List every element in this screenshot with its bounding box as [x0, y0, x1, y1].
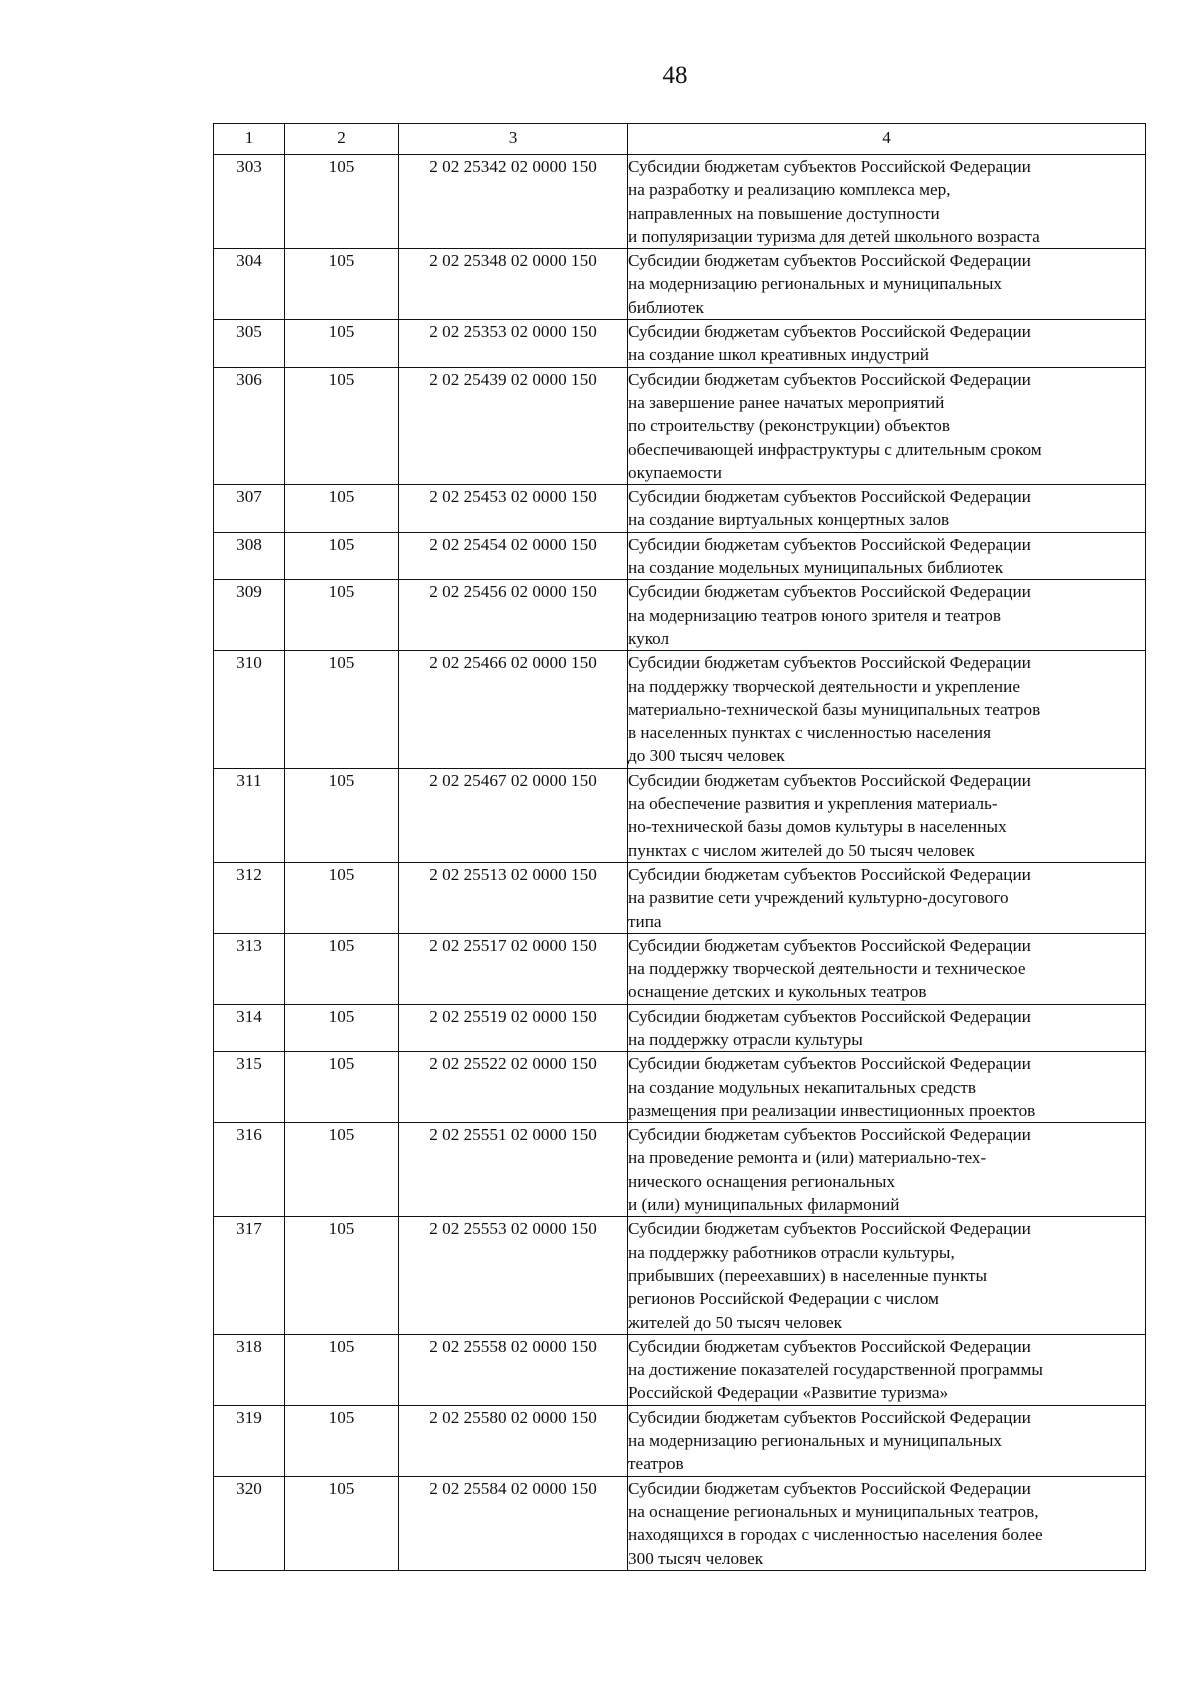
description-line: на завершение ранее начатых мероприятий [628, 392, 945, 412]
admin-code: 105 [285, 1217, 399, 1334]
description-line: в населенных пунктах с численностью населения [628, 723, 992, 743]
description-line: 300 тысяч человек [628, 1548, 764, 1568]
description-line: Субсидии бюджетам субъектов Российской Федерации [628, 1054, 1031, 1074]
income-description [628, 933, 1146, 1004]
description-line: регионов Российской Федерации с числом [628, 1289, 939, 1309]
budget-classification-code: 2 02 25454 02 0000 150 [399, 532, 628, 580]
description-line: Субсидии бюджетам субъектов Российской Федерации [628, 770, 1031, 790]
table-body [214, 155, 1146, 1571]
admin-code: 105 [285, 367, 399, 484]
income-description [628, 1052, 1146, 1123]
income-description [628, 1004, 1146, 1052]
income-description [628, 1405, 1146, 1476]
admin-code: 105 [285, 485, 399, 533]
row-number: 316 [214, 1123, 285, 1217]
admin-code: 105 [285, 1004, 399, 1052]
income-description [628, 862, 1146, 933]
budget-classification-code: 2 02 25522 02 0000 150 [399, 1052, 628, 1123]
admin-code: 105 [285, 155, 399, 249]
row-number: 311 [214, 768, 285, 862]
budget-classification-code: 2 02 25553 02 0000 150 [399, 1217, 628, 1334]
description-line: Субсидии бюджетам субъектов Российской Федерации [628, 487, 1031, 507]
description-line: на создание модельных муниципальных библиотек [628, 558, 1004, 578]
description-line: Субсидии бюджетам субъектов Российской Федерации [628, 653, 1031, 673]
table-row [214, 320, 1146, 368]
description-line: размещения при реализации инвестиционных проектов [628, 1100, 1036, 1120]
description-line: Субсидии бюджетам субъектов Российской Федерации [628, 1219, 1031, 1239]
description-line: Субсидии бюджетам субъектов Российской Федерации [628, 369, 1031, 389]
budget-classification-code: 2 02 25353 02 0000 150 [399, 320, 628, 368]
row-number: 308 [214, 532, 285, 580]
admin-code: 105 [285, 1334, 399, 1405]
table-row [214, 1476, 1146, 1570]
budget-classification-code: 2 02 25558 02 0000 150 [399, 1334, 628, 1405]
column-header-3: 3 [399, 124, 628, 155]
income-description [628, 320, 1146, 368]
row-number: 314 [214, 1004, 285, 1052]
admin-code: 105 [285, 1052, 399, 1123]
table-row [214, 1405, 1146, 1476]
budget-classification-code: 2 02 25342 02 0000 150 [399, 155, 628, 249]
description-line: Субсидии бюджетам субъектов Российской Федерации [628, 534, 1031, 554]
table-row [214, 862, 1146, 933]
admin-code: 105 [285, 580, 399, 651]
description-line: Субсидии бюджетам субъектов Российской Федерации [628, 582, 1031, 602]
description-line: на достижение показателей государственной программы [628, 1360, 1043, 1380]
row-number: 312 [214, 862, 285, 933]
admin-code: 105 [285, 320, 399, 368]
budget-classification-code: 2 02 25466 02 0000 150 [399, 651, 628, 768]
description-line: на модернизацию театров юного зрителя и театров [628, 605, 1001, 625]
row-number: 307 [214, 485, 285, 533]
description-line: на поддержку творческой деятельности и техническое [628, 959, 1026, 979]
table-row [214, 249, 1146, 320]
row-number: 319 [214, 1405, 285, 1476]
description-line: материально-технической базы муниципальных театров [628, 699, 1041, 719]
budget-classification-code: 2 02 25519 02 0000 150 [399, 1004, 628, 1052]
table-row [214, 1217, 1146, 1334]
row-number: 317 [214, 1217, 285, 1334]
description-line: библиотек [628, 297, 704, 317]
description-line: на разработку и реализацию комплекса мер, [628, 180, 951, 200]
column-header-2: 2 [285, 124, 399, 155]
income-description [628, 768, 1146, 862]
row-number: 304 [214, 249, 285, 320]
column-header-1: 1 [214, 124, 285, 155]
description-line: и (или) муниципальных филармоний [628, 1195, 900, 1215]
budget-classification-code: 2 02 25580 02 0000 150 [399, 1405, 628, 1476]
admin-code: 105 [285, 532, 399, 580]
table-header-row [214, 124, 1146, 155]
table-row [214, 155, 1146, 249]
description-line: театров [628, 1454, 684, 1474]
row-number: 309 [214, 580, 285, 651]
budget-classification-code: 2 02 25453 02 0000 150 [399, 485, 628, 533]
description-line: Субсидии бюджетам субъектов Российской Федерации [628, 864, 1031, 884]
description-line: пунктах с числом жителей до 50 тысяч человек [628, 840, 975, 860]
table-row [214, 485, 1146, 533]
description-line: Субсидии бюджетам субъектов Российской Федерации [628, 1125, 1031, 1145]
table-row [214, 768, 1146, 862]
table-row [214, 532, 1146, 580]
description-line: на поддержку творческой деятельности и укрепление [628, 676, 1020, 696]
admin-code: 105 [285, 249, 399, 320]
description-line: Субсидии бюджетам субъектов Российской Федерации [628, 322, 1031, 342]
table-row [214, 367, 1146, 484]
description-line: на модернизацию региональных и муниципальных [628, 1431, 1002, 1451]
description-line: типа [628, 911, 662, 931]
table-row [214, 1052, 1146, 1123]
row-number: 303 [214, 155, 285, 249]
admin-code: 105 [285, 862, 399, 933]
description-line: Субсидии бюджетам субъектов Российской Федерации [628, 157, 1031, 176]
income-description [628, 532, 1146, 580]
description-line: нического оснащения региональных [628, 1171, 896, 1191]
admin-code: 105 [285, 1405, 399, 1476]
income-description [628, 580, 1146, 651]
description-line: кукол [628, 628, 670, 648]
description-line: на поддержку работников отрасли культуры, [628, 1242, 955, 1262]
table-row [214, 1123, 1146, 1217]
income-description [628, 1123, 1146, 1217]
budget-classification-code: 2 02 25551 02 0000 150 [399, 1123, 628, 1217]
description-line: и популяризации туризма для детей школьного возраста [628, 226, 1040, 246]
income-description [628, 1476, 1146, 1570]
income-description [628, 651, 1146, 768]
row-number: 306 [214, 367, 285, 484]
budget-classification-code: 2 02 25517 02 0000 150 [399, 933, 628, 1004]
table-row [214, 1334, 1146, 1405]
description-line: обеспечивающей инфраструктуры с длительным сроком [628, 439, 1042, 459]
income-description [628, 249, 1146, 320]
description-line: Субсидии бюджетам субъектов Российской Федерации [628, 935, 1031, 955]
description-line: на создание модульных некапитальных средств [628, 1077, 977, 1097]
row-number: 305 [214, 320, 285, 368]
row-number: 318 [214, 1334, 285, 1405]
description-line: на проведение ремонта и (или) материально-тех- [628, 1148, 987, 1168]
description-line: на обеспечение развития и укрепления материаль- [628, 794, 998, 814]
admin-code: 105 [285, 933, 399, 1004]
income-description [628, 155, 1146, 249]
description-line: на модернизацию региональных и муниципальных [628, 274, 1002, 294]
income-description [628, 367, 1146, 484]
admin-code: 105 [285, 651, 399, 768]
budget-codes-table [213, 123, 1146, 1571]
table-row [214, 933, 1146, 1004]
income-description [628, 1334, 1146, 1405]
description-line: Субсидии бюджетам субъектов Российской Федерации [628, 1478, 1031, 1498]
budget-classification-code: 2 02 25513 02 0000 150 [399, 862, 628, 933]
table-row [214, 580, 1146, 651]
description-line: находящихся в городах с численностью населения более [628, 1525, 1043, 1545]
description-line: Субсидии бюджетам субъектов Российской Федерации [628, 251, 1031, 271]
description-line: на развитие сети учреждений культурно-досугового [628, 888, 1009, 908]
table-row [214, 651, 1146, 768]
description-line: на оснащение региональных и муниципальных театров, [628, 1501, 1039, 1521]
description-line: на поддержку отрасли культуры [628, 1029, 863, 1049]
admin-code: 105 [285, 768, 399, 862]
description-line: Субсидии бюджетам субъектов Российской Федерации [628, 1006, 1031, 1026]
budget-classification-code: 2 02 25584 02 0000 150 [399, 1476, 628, 1570]
row-number: 313 [214, 933, 285, 1004]
income-description [628, 1217, 1146, 1334]
description-line: Субсидии бюджетам субъектов Российской Федерации [628, 1336, 1031, 1356]
description-line: на создание виртуальных концертных залов [628, 510, 950, 530]
budget-classification-code: 2 02 25456 02 0000 150 [399, 580, 628, 651]
admin-code: 105 [285, 1476, 399, 1570]
table-row [214, 1004, 1146, 1052]
description-line: оснащение детских и кукольных театров [628, 982, 927, 1002]
description-line: на создание школ креативных индустрий [628, 345, 929, 365]
description-line: Российской Федерации «Развитие туризма» [628, 1383, 949, 1403]
description-line: направленных на повышение доступности [628, 203, 940, 223]
row-number: 320 [214, 1476, 285, 1570]
description-line: прибывших (переехавших) в населенные пункты [628, 1265, 988, 1285]
description-line: по строительству (реконструкции) объектов [628, 416, 950, 436]
description-line: до 300 тысяч человек [628, 746, 785, 766]
description-line: окупаемости [628, 462, 722, 482]
budget-classification-code: 2 02 25467 02 0000 150 [399, 768, 628, 862]
income-description [628, 485, 1146, 533]
description-line: Субсидии бюджетам субъектов Российской Федерации [628, 1407, 1031, 1427]
page-number: 48 [662, 62, 688, 89]
description-line: жителей до 50 тысяч человек [628, 1312, 843, 1332]
row-number: 315 [214, 1052, 285, 1123]
description-line: но-технической базы домов культуры в населенных [628, 817, 1007, 837]
budget-classification-code: 2 02 25439 02 0000 150 [399, 367, 628, 484]
budget-classification-code: 2 02 25348 02 0000 150 [399, 249, 628, 320]
row-number: 310 [214, 651, 285, 768]
admin-code: 105 [285, 1123, 399, 1217]
column-header-4: 4 [628, 124, 1146, 155]
